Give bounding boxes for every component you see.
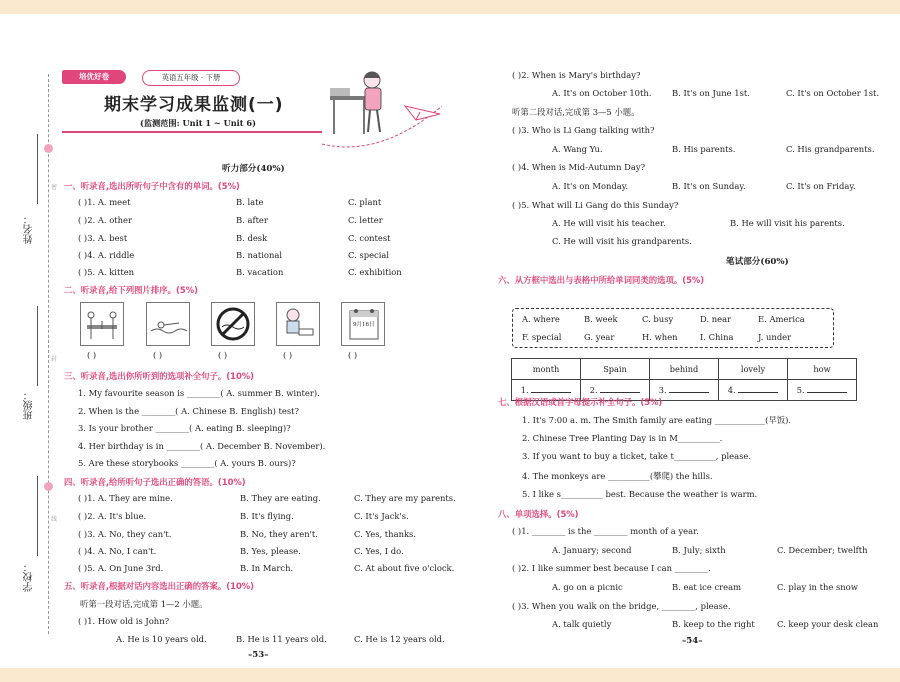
s1-q2-b: B. after bbox=[236, 215, 268, 225]
s5-q5-b: B. He will visit his parents. bbox=[730, 218, 845, 228]
s1-q5-c: C. exhibition bbox=[348, 267, 402, 277]
name-field[interactable] bbox=[37, 134, 38, 204]
section-6-title: 六、从方框中选出与表格中所给单词同类的选项。(5%) bbox=[498, 275, 705, 285]
page-number-right: –54– bbox=[682, 636, 703, 646]
s5-q4-a: A. It's on Monday. bbox=[552, 181, 629, 191]
table-tennis-picture bbox=[80, 302, 124, 346]
page-number-left: –53– bbox=[248, 650, 269, 660]
s8-q2[interactable]: ( )2. I like summer best because I can ________. bbox=[512, 563, 711, 573]
class-label: 班级： bbox=[24, 390, 35, 420]
s5-q1-b: B. He is 11 years old. bbox=[236, 634, 327, 644]
s8-q1-a: A. January; second bbox=[552, 545, 632, 555]
s5-q4[interactable]: ( )4. When is Mid-Autumn Day? bbox=[512, 162, 646, 172]
fold-char: 封 bbox=[51, 356, 58, 363]
s3-q4[interactable]: 4. Her birthday is in ________( A. December B. November). bbox=[78, 441, 326, 451]
class-field[interactable] bbox=[37, 306, 38, 386]
section-8-title: 八、单项选择。(5%) bbox=[498, 509, 579, 519]
fold-line bbox=[48, 74, 49, 634]
box-option-i: I. China bbox=[700, 332, 734, 342]
s4-q1-c: C. They are my parents. bbox=[354, 493, 456, 503]
s5-q3-b: B. His parents. bbox=[672, 144, 736, 154]
box-option-f: F. special bbox=[522, 332, 562, 342]
s2-answer-5[interactable]: ( ) bbox=[348, 350, 358, 360]
s5-q2-a: A. It's on October 10th. bbox=[552, 88, 652, 98]
table-answer-cell[interactable] bbox=[650, 380, 719, 401]
s1-q4-b: B. national bbox=[236, 250, 283, 260]
answer-blank[interactable] bbox=[600, 392, 640, 393]
s8-q1-b: B. July; sixth bbox=[672, 545, 726, 555]
s1-q1[interactable]: ( )1. A. meet bbox=[78, 197, 131, 207]
table-answer-number: 1. bbox=[520, 385, 529, 395]
school-label: 学校： bbox=[24, 562, 35, 592]
s8-q3-a: A. talk quietly bbox=[552, 619, 612, 629]
s1-q1-c: C. plant bbox=[348, 197, 382, 207]
s5-q3-c: C. His grandparents. bbox=[786, 144, 875, 154]
s7-q5[interactable]: 5. I like s__________ best. Because the weather is warm. bbox=[522, 489, 758, 499]
s4-q3-c: C. Yes, thanks. bbox=[354, 529, 416, 539]
swimming-picture bbox=[146, 302, 190, 346]
s5-q4-b: B. It's on Sunday. bbox=[672, 181, 746, 191]
s5-q1-a: A. He is 10 years old. bbox=[116, 634, 207, 644]
student-desk-illustration bbox=[320, 66, 445, 154]
table-answer-number: 5. bbox=[796, 385, 805, 395]
s1-q3[interactable]: ( )3. A. best bbox=[78, 233, 128, 243]
exam-sheet bbox=[0, 14, 900, 668]
s8-q3[interactable]: ( )3. When you walk on the bridge, ________, please. bbox=[512, 601, 731, 611]
table-word: Spain bbox=[581, 359, 650, 380]
s1-q4-c: C. special bbox=[348, 250, 390, 260]
box-option-b: B. week bbox=[584, 314, 618, 324]
section-5-title: 五、听录音,根据对话内容选出正确的答案。(10%) bbox=[64, 581, 255, 591]
s4-q3-b: B. No, they aren't. bbox=[240, 529, 318, 539]
s8-q3-c: C. keep your desk clean bbox=[777, 619, 879, 629]
s5-q5-a: A. He will visit his teacher. bbox=[552, 218, 666, 228]
box-option-a: A. where bbox=[522, 314, 560, 324]
s2-answer-1[interactable]: ( ) bbox=[87, 350, 97, 360]
s3-q2[interactable]: 2. When is the ________( A. Chinese B. English) test? bbox=[78, 406, 300, 416]
subject-label: 英语五年级 · 下册 bbox=[142, 70, 240, 86]
s8-q3-b: B. keep to the right bbox=[672, 619, 755, 629]
section-3-title: 三、听录音,选出你所听到的选项补全句子。(10%) bbox=[64, 371, 255, 381]
s7-q1[interactable]: 1. It's 7:00 a. m. The Smith family are eating ____________(早饭). bbox=[522, 415, 792, 425]
s5-q1-c: C. He is 12 years old. bbox=[354, 634, 445, 644]
s5-q4-c: C. It's on Friday. bbox=[786, 181, 856, 191]
s4-q5-c: C. At about five o'clock. bbox=[354, 563, 455, 573]
box-option-g: G. year bbox=[584, 332, 615, 342]
binding-dot bbox=[44, 482, 53, 491]
answer-blank[interactable] bbox=[807, 392, 847, 393]
s1-q2[interactable]: ( )2. A. other bbox=[78, 215, 132, 225]
s8-q2-a: A. go on a picnic bbox=[552, 582, 623, 592]
s4-q5-b: B. In March. bbox=[240, 563, 294, 573]
s2-answer-2[interactable]: ( ) bbox=[153, 350, 163, 360]
s2-answer-3[interactable]: ( ) bbox=[218, 350, 228, 360]
table-answer-cell[interactable] bbox=[719, 380, 788, 401]
s1-q3-b: B. desk bbox=[236, 233, 268, 243]
s1-q3-c: C. contest bbox=[348, 233, 391, 243]
s5-q5[interactable]: ( )5. What will Li Gang do this Sunday? bbox=[512, 200, 679, 210]
s8-q2-b: B. eat ice cream bbox=[672, 582, 742, 592]
s1-q1-b: B. late bbox=[236, 197, 264, 207]
s3-q5[interactable]: 5. Are these storybooks ________( A. yours B. ours)? bbox=[78, 458, 296, 468]
s7-q2[interactable]: 2. Chinese Tree Planting Day is in M__________. bbox=[522, 433, 723, 443]
box-option-j: J. under bbox=[758, 332, 792, 342]
school-field[interactable] bbox=[37, 476, 38, 556]
section-1-title: 一、听录音,选出所听句子中含有的单词。(5%) bbox=[64, 181, 240, 191]
s5-q5-c: C. He will visit his grandparents. bbox=[552, 236, 692, 246]
fold-char: 线 bbox=[51, 516, 58, 523]
s5-intro-1: 听第一段对话,完成第 1—2 小题。 bbox=[80, 599, 208, 609]
s3-q3[interactable]: 3. Is your brother ________( A. eating B. sleeping)? bbox=[78, 423, 291, 433]
s8-q1-c: C. December; twelfth bbox=[777, 545, 868, 555]
section-4-title: 四、听录音,给所听句子选出正确的答语。(10%) bbox=[64, 477, 246, 487]
table-answer-cell[interactable] bbox=[788, 380, 857, 401]
no-swimming-sign-picture bbox=[211, 302, 255, 346]
s1-q5-b: B. vacation bbox=[236, 267, 284, 277]
s7-q4[interactable]: 4. The monkeys are __________(攀爬) the hills. bbox=[522, 471, 713, 481]
page-title: 期末学习成果监测(一) bbox=[104, 95, 284, 115]
s4-q2-c: C. It's Jack's. bbox=[354, 511, 409, 521]
name-label: 姓名： bbox=[24, 214, 35, 244]
s4-q2[interactable]: ( )2. A. It's blue. bbox=[78, 511, 147, 521]
table-word: behind bbox=[650, 359, 719, 380]
binding-strip bbox=[0, 14, 62, 668]
table-answer-number: 2. bbox=[589, 385, 598, 395]
s5-q3[interactable]: ( )3. Who is Li Gang talking with? bbox=[512, 125, 655, 135]
listening-part-label: 听力部分(40%) bbox=[222, 164, 285, 174]
s4-q4-b: B. Yes, please. bbox=[240, 546, 301, 556]
s1-q4[interactable]: ( )4. A. riddle bbox=[78, 250, 135, 260]
section-7-title: 七、根据汉语或首字母提示补全句子。(5%) bbox=[498, 397, 663, 407]
box-option-c: C. busy bbox=[642, 314, 674, 324]
table-word: lovely bbox=[719, 359, 788, 380]
written-part-label: 笔试部分(60%) bbox=[726, 257, 789, 267]
s5-q2-b: B. It's on June 1st. bbox=[672, 88, 750, 98]
s1-q2-c: C. letter bbox=[348, 215, 383, 225]
table-answer-number: 3. bbox=[658, 385, 667, 395]
answer-blank[interactable] bbox=[738, 392, 778, 393]
s5-q2[interactable]: ( )2. When is Mary's birthday? bbox=[512, 70, 641, 80]
s4-q1-b: B. They are eating. bbox=[240, 493, 321, 503]
s5-q2-c: C. It's on October 1st. bbox=[786, 88, 880, 98]
s4-q1[interactable]: ( )1. A. They are mine. bbox=[78, 493, 173, 503]
scope-label: (监测范围: Unit 1 ~ Unit 6) bbox=[140, 118, 256, 128]
s1-q5[interactable]: ( )5. A. kitten bbox=[78, 267, 135, 277]
s5-intro-2: 听第二段对话,完成第 3—5 小题。 bbox=[512, 107, 640, 117]
category-table bbox=[511, 358, 857, 401]
answer-blank[interactable] bbox=[669, 392, 709, 393]
table-word: month bbox=[512, 359, 581, 380]
answer-blank[interactable] bbox=[531, 392, 571, 393]
s4-q2-b: B. It's flying. bbox=[240, 511, 294, 521]
s4-q4[interactable]: ( )4. A. No, I can't. bbox=[78, 546, 157, 556]
s2-answer-4[interactable]: ( ) bbox=[283, 350, 293, 360]
table-answer-number: 4. bbox=[727, 385, 736, 395]
calendar-date-label: 9月16日 bbox=[353, 322, 375, 328]
title-underline bbox=[62, 131, 322, 133]
s4-q4-c: C. Yes, I do. bbox=[354, 546, 404, 556]
fold-char: 密 bbox=[51, 184, 58, 191]
s8-q2-c: C. play in the snow bbox=[777, 582, 858, 592]
binding-dot bbox=[44, 144, 53, 153]
s4-q5[interactable]: ( )5. A. On June 3rd. bbox=[78, 563, 164, 573]
box-option-h: H. when bbox=[642, 332, 678, 342]
s3-q1[interactable]: 1. My favourite season is ________( A. summer B. winter). bbox=[78, 388, 320, 398]
s8-q1[interactable]: ( )1. ________ is the ________ month of a year. bbox=[512, 526, 699, 536]
box-option-e: E. America bbox=[758, 314, 805, 324]
brand-badge: 培优好卷 bbox=[62, 70, 126, 84]
page-53 bbox=[0, 14, 456, 668]
table-answer-cell[interactable] bbox=[581, 380, 650, 401]
s5-q1[interactable]: ( )1. How old is John? bbox=[78, 616, 170, 626]
table-word: how bbox=[788, 359, 857, 380]
table-answer-cell[interactable] bbox=[512, 380, 581, 401]
s4-q3[interactable]: ( )3. A. No, they can't. bbox=[78, 529, 172, 539]
s5-q3-a: A. Wang Yu. bbox=[552, 144, 603, 154]
s7-q3[interactable]: 3. If you want to buy a ticket, take t__________, please. bbox=[522, 451, 751, 461]
box-option-d: D. near bbox=[700, 314, 732, 324]
boy-studying-picture bbox=[276, 302, 320, 346]
section-2-title: 二、听录音,给下列图片排序。(5%) bbox=[64, 285, 198, 295]
